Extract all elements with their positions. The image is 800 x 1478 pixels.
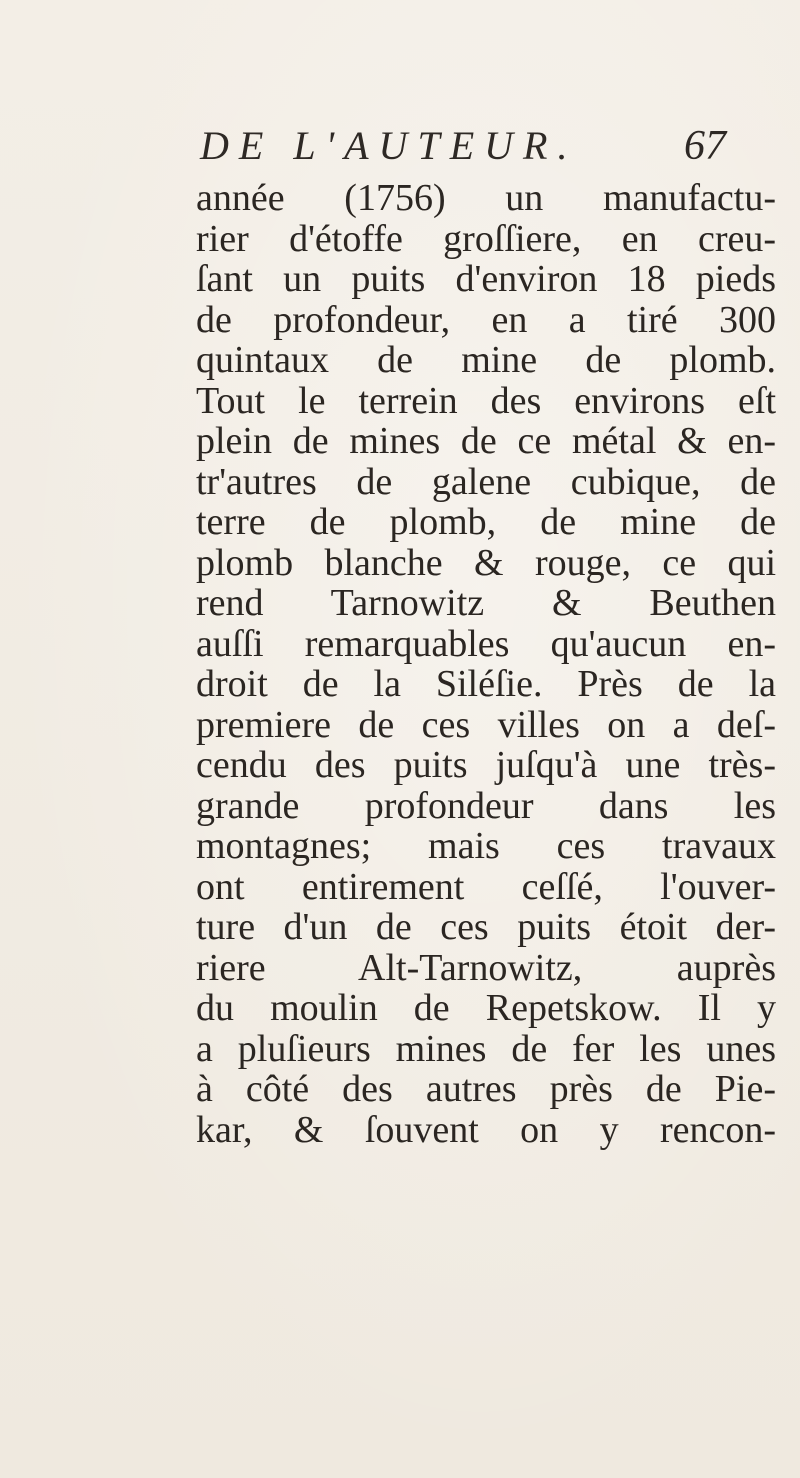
- running-head: [0, 118, 800, 174]
- page-number: 67: [684, 123, 726, 169]
- text-line: plomb blanche & rouge, ce qui: [196, 541, 776, 584]
- text-line: à côté des autres près de Pie-: [196, 1068, 776, 1110]
- text-line: droit de la Siléſie. Près de la: [196, 663, 776, 705]
- text-line: a pluſieurs mines de fer les unes: [196, 1027, 776, 1070]
- text-line: grande profondeur dans les: [196, 784, 776, 827]
- text-line: terre de plomb, de mine de: [196, 501, 776, 543]
- text-line: ont entirement ceſſé, l'ouver-: [196, 865, 776, 908]
- text-line: tr'autres de galene cubique, de: [196, 460, 776, 503]
- text-line: rend Tarnowitz & Beuthen: [196, 582, 776, 624]
- text-line: plein de mines de ce métal & en-: [196, 420, 776, 462]
- text-line: du moulin de Repetskow. Il y: [196, 987, 776, 1029]
- text-line: riere Alt-Tarnowitz, auprès: [196, 946, 776, 989]
- text-line: cendu des puits juſqu'à une très-: [196, 744, 776, 786]
- body-text: [196, 178, 776, 1150]
- text-line: ſant un puits d'environ 18 pieds: [196, 258, 776, 300]
- text-line: quintaux de mine de plomb.: [196, 339, 776, 381]
- text-line: premiere de ces villes on a deſ-: [196, 703, 776, 746]
- text-line: ture d'un de ces puits étoit der-: [196, 906, 776, 948]
- text-line: montagnes; mais ces travaux: [196, 825, 776, 867]
- text-line: kar, & ſouvent on y rencon-: [196, 1108, 776, 1151]
- text-line: rier d'étoffe groſſiere, en creu-: [196, 217, 776, 260]
- text-line: auſſi remarquables qu'aucun en-: [196, 622, 776, 665]
- text-line: Tout le terrein des environs eſt: [196, 379, 776, 422]
- text-line: de profondeur, en a tiré 300: [196, 298, 776, 341]
- running-head-title: DE L'AUTEUR.: [200, 123, 578, 168]
- text-line: année (1756) un manufactu-: [196, 177, 776, 219]
